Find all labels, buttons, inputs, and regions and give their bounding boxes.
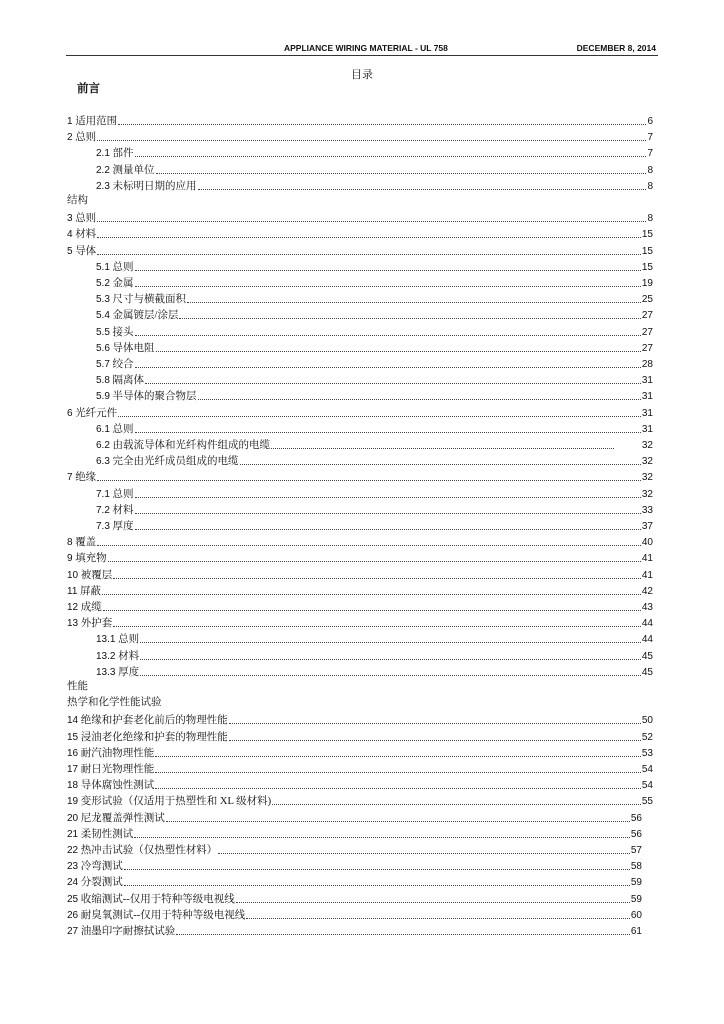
toc-entry-label	[67, 909, 245, 922]
toc-entry-label	[96, 309, 178, 322]
dot-leader	[134, 836, 630, 838]
toc-entry-label	[96, 633, 139, 646]
toc-entry[interactable]	[67, 906, 642, 922]
toc-entry-text: 尼龙覆盖弹性测试	[80, 812, 165, 824]
toc-entry-number: 5.9	[96, 391, 110, 403]
toc-entry-label	[96, 439, 270, 452]
dot-leader	[218, 852, 630, 854]
toc-entry[interactable]	[96, 371, 653, 387]
toc-entry-page: 8	[647, 164, 653, 176]
dot-leader	[124, 868, 630, 870]
toc-entry-text: 材料	[112, 504, 134, 516]
toc-entry-number: 2.3	[96, 180, 110, 192]
toc-entry-page: 50	[641, 715, 653, 727]
toc-entry-label	[67, 779, 154, 792]
dot-leader	[179, 317, 640, 319]
toc-entry[interactable]	[96, 161, 653, 177]
dot-leader	[135, 285, 641, 287]
running-header	[66, 40, 658, 54]
toc-entry-text: 测量单位	[112, 164, 155, 176]
toc-entry-number: 10	[67, 569, 79, 581]
toc-entry-label	[67, 795, 271, 808]
toc-entry-number: 3	[67, 213, 73, 225]
toc-entry-text: 耐汽油物理性能	[80, 747, 155, 759]
toc-entry-number: 13.3	[96, 666, 116, 678]
toc-entry-label	[67, 585, 101, 598]
toc-entry-text: 绝缘和护套老化前后的物理性能	[80, 715, 228, 727]
dot-leader	[145, 382, 641, 384]
toc-entry-number: 23	[67, 861, 79, 873]
toc-title: 目录	[351, 69, 373, 81]
toc-entry-label	[96, 455, 239, 468]
dot-leader	[236, 901, 630, 903]
toc-entry[interactable]	[67, 614, 653, 630]
toc-entry-text: 尺寸与横截面积	[112, 294, 187, 306]
dot-leader	[108, 560, 641, 562]
dot-leader	[187, 301, 641, 303]
toc-entry-page: 44	[641, 634, 653, 646]
toc-entry-text: 完全由光纤成员组成的电缆	[112, 456, 239, 468]
toc-entry-page: 53	[641, 747, 653, 759]
toc-entry-number: 24	[67, 877, 79, 889]
toc-entry[interactable]	[96, 323, 653, 339]
dot-leader	[240, 463, 641, 465]
toc-entry[interactable]	[96, 290, 653, 306]
toc-entry-page: 31	[641, 423, 653, 435]
toc-entry-label	[67, 569, 112, 582]
dot-leader	[97, 236, 641, 238]
toc-entry[interactable]	[67, 225, 653, 241]
toc-entry-page: 25	[641, 294, 653, 306]
toc-entry-text: 光纤元件	[75, 407, 118, 419]
toc-entry-text: 金属	[112, 278, 134, 289]
dot-leader	[246, 917, 630, 919]
toc-entry-label	[96, 423, 134, 436]
toc-entry-number: 17	[67, 764, 79, 775]
toc-entry-page: 54	[641, 780, 653, 792]
toc-entry-page: 32	[641, 440, 653, 451]
toc-entry-number: 1	[67, 116, 73, 127]
toc-entry-text: 屏蔽	[80, 585, 102, 597]
toc-entry-text: 适用范围	[75, 116, 118, 127]
toc-entry-label	[96, 488, 134, 501]
toc-entry-number: 16	[67, 747, 79, 759]
toc-entry-text: 热冲击试验（仅热塑性材料）	[80, 845, 218, 856]
toc-entry-text: 厚度	[118, 666, 140, 678]
toc-entry-text: 材料	[75, 229, 97, 241]
toc-entry-label	[67, 714, 228, 727]
toc-entry-number: 2.2	[96, 164, 110, 176]
toc-entry[interactable]	[67, 566, 653, 582]
dot-leader	[135, 512, 641, 514]
toc-entry-page: 57	[630, 845, 642, 856]
toc-entry-number: 21	[67, 828, 79, 840]
toc-entry-page: 19	[641, 278, 653, 289]
dot-leader	[103, 609, 641, 611]
toc-entry-label	[67, 925, 175, 938]
toc-entry[interactable]	[67, 744, 653, 760]
toc-entry[interactable]	[96, 387, 653, 403]
toc-entry-label	[96, 390, 197, 403]
toc-entry-label	[67, 763, 154, 776]
toc-entry-label	[67, 893, 235, 906]
toc-entry-label	[96, 277, 134, 290]
toc-entry-number: 2.1	[96, 148, 110, 160]
toc-entry-number: 6.3	[96, 456, 110, 468]
toc-entry[interactable]	[67, 776, 653, 792]
toc-entry-number: 13	[67, 618, 79, 630]
toc-entry-label	[67, 228, 96, 241]
toc-entry-number: 4	[67, 229, 73, 241]
dot-leader	[156, 350, 641, 352]
toc-entry-page: 55	[641, 796, 653, 808]
header-date: DECEMBER 8, 2014	[576, 43, 656, 53]
toc-entry[interactable]	[67, 404, 653, 420]
dot-leader	[135, 334, 641, 336]
toc-entry-number: 6	[67, 407, 73, 419]
toc-entry[interactable]	[67, 890, 642, 906]
toc-entry-number: 13.2	[96, 650, 116, 662]
toc-entry[interactable]	[67, 468, 653, 484]
toc-section-label: 结构	[67, 195, 88, 206]
toc-entry-text: 由载流导体和光纤构件组成的电缆	[112, 440, 271, 451]
dot-leader	[135, 496, 641, 498]
toc-entry-text: 未标明日期的应用	[112, 180, 197, 192]
toc-entry-number: 5.5	[96, 326, 110, 338]
toc-entry-label	[96, 520, 134, 533]
dot-leader	[198, 188, 647, 190]
toc-section-label: 性能	[67, 681, 88, 692]
toc-entry-text: 总则	[112, 488, 134, 500]
toc-entry-label	[67, 876, 123, 889]
dot-leader	[113, 625, 641, 627]
toc-entry-text: 填充物	[75, 553, 107, 565]
toc-entry-page: 44	[641, 618, 653, 630]
toc-entry[interactable]	[96, 630, 653, 646]
toc-entry[interactable]	[96, 501, 653, 517]
toc-entry[interactable]	[67, 549, 653, 565]
toc-entry-number: 2	[67, 132, 73, 144]
toc-entry-number: 5.3	[96, 294, 110, 306]
toc-entry[interactable]	[96, 144, 653, 160]
toc-entry-number: 8	[67, 537, 73, 549]
toc-entry-page: 7	[647, 148, 653, 160]
toc-entry-label	[96, 358, 134, 371]
toc-entry-label	[96, 326, 134, 339]
toc-entry-page: 27	[641, 342, 653, 354]
toc-entry-page: 15	[641, 245, 653, 257]
toc-entry-number: 22	[67, 845, 79, 856]
toc-entry-page: 32	[641, 472, 653, 484]
toc-entry-number: 11	[67, 585, 78, 597]
toc-entry-page: 45	[641, 650, 653, 662]
toc-entry-number: 5.7	[96, 359, 110, 370]
toc-entry-page: 56	[630, 828, 642, 840]
toc-entry[interactable]	[67, 825, 642, 841]
toc-entry-page: 43	[641, 602, 653, 613]
toc-entry[interactable]	[96, 274, 653, 290]
toc-entry[interactable]	[96, 485, 653, 501]
toc-entry-number: 7.3	[96, 521, 110, 532]
toc-entry-page: 41	[641, 569, 653, 581]
dot-leader	[198, 398, 641, 400]
toc-entry[interactable]	[96, 339, 653, 355]
toc-entry-page: 33	[641, 504, 653, 516]
toc-entry-label	[96, 650, 139, 663]
toc-entry-label	[96, 293, 186, 306]
toc-entry-page: 59	[630, 877, 642, 889]
toc-entry-label	[67, 747, 154, 760]
toc-entry-label	[96, 147, 134, 160]
toc-entry-page: 27	[641, 310, 653, 322]
toc-entry-number: 5.4	[96, 310, 110, 322]
dot-leader	[166, 820, 630, 822]
toc-entry-number: 5.8	[96, 375, 110, 387]
dot-leader	[118, 415, 641, 417]
toc-entry-page: 60	[630, 909, 642, 921]
toc-entry-number: 7.2	[96, 504, 110, 516]
toc-entry-page: 8	[647, 180, 653, 192]
toc-entry-label	[67, 245, 96, 258]
toc-entry-label	[67, 601, 102, 614]
dot-leader	[155, 771, 641, 773]
toc-entry-label	[96, 374, 144, 387]
dot-leader	[140, 658, 641, 660]
toc-entry-number: 25	[67, 893, 79, 905]
dot-leader	[155, 755, 641, 757]
toc-entry-text: 耐臭氧测试--仅用于特种等级电视线	[80, 909, 246, 921]
toc-entry-number: 5.1	[96, 261, 110, 273]
toc-entry-page: 27	[641, 326, 653, 338]
toc-entry[interactable]	[96, 306, 653, 322]
toc-entry-text: 厚度	[112, 521, 134, 532]
toc-entry-number: 18	[67, 780, 79, 792]
toc-entry[interactable]	[67, 209, 653, 225]
dot-leader	[124, 884, 630, 886]
toc-entry-page: 54	[641, 764, 653, 775]
toc-entry-label	[67, 407, 117, 420]
toc-entry-label	[67, 212, 96, 225]
dot-leader	[113, 577, 641, 579]
toc-entry-text: 柔韧性测试	[80, 828, 134, 840]
toc-entry[interactable]	[96, 177, 653, 193]
dot-leader	[97, 544, 641, 546]
toc-entry[interactable]	[67, 711, 653, 727]
dot-leader	[97, 139, 646, 141]
toc-entry-text: 总则	[118, 634, 140, 646]
toc-entry-label	[67, 552, 107, 565]
toc-entry-page: 28	[641, 359, 653, 370]
toc-entry-page: 58	[630, 861, 642, 873]
toc-entry-page: 7	[647, 132, 653, 144]
toc-entry-text: 材料	[118, 650, 140, 662]
toc-entry-text: 总则	[112, 423, 134, 435]
toc-entry-text: 导体电阻	[112, 342, 155, 354]
toc-entry[interactable]	[67, 873, 642, 889]
toc-entry-text: 浸油老化绝缘和护套的物理性能	[80, 731, 228, 743]
toc-entry-label	[67, 844, 217, 857]
dot-leader	[135, 269, 641, 271]
header-title: APPLIANCE WIRING MATERIAL - UL 758	[284, 43, 448, 53]
toc-entry[interactable]	[67, 857, 642, 873]
toc-entry-label	[67, 471, 96, 484]
toc-entry-text: 隔离体	[112, 375, 145, 387]
toc-entry-page: 31	[641, 391, 653, 403]
dot-leader	[102, 593, 641, 595]
toc-entry-page: 15	[641, 261, 653, 273]
toc-entry[interactable]	[96, 452, 653, 468]
dot-leader	[97, 253, 641, 255]
toc-entry-page: 59	[630, 893, 642, 905]
toc-entry-label	[67, 617, 112, 630]
toc-entry-page: 6	[647, 116, 653, 127]
dot-leader	[97, 220, 646, 222]
toc-entry-text: 导体腐蚀性测试	[80, 780, 155, 792]
dot-leader	[135, 366, 641, 368]
toc-entry-text: 金属镀层/涂层	[112, 310, 179, 322]
toc-entry-text: 总则	[75, 132, 97, 144]
toc-entry-text: 被覆层	[80, 569, 113, 581]
toc-entry[interactable]	[67, 922, 642, 938]
toc-section-label: 热学和化学性能试验	[67, 697, 162, 709]
toc-entry-text: 绞合	[112, 359, 134, 370]
toc-entry-number: 20	[67, 812, 79, 824]
toc-entry-label	[67, 812, 165, 825]
dot-leader	[135, 155, 647, 157]
dot-leader	[97, 479, 641, 481]
toc-entry-page: 31	[641, 407, 653, 419]
toc-entry[interactable]	[96, 663, 653, 679]
toc-entry-text: 分裂测试	[80, 877, 123, 889]
toc-entry-text: 覆盖	[75, 537, 97, 549]
preface-heading: 前言	[77, 83, 100, 95]
toc-entry-label	[67, 860, 123, 873]
header-rule	[66, 55, 658, 56]
toc-entry-text: 总则	[112, 261, 134, 273]
toc-entry-label	[67, 731, 228, 744]
dot-leader	[135, 431, 641, 433]
toc-entry-number: 27	[67, 926, 79, 937]
toc-entry-page: 40	[641, 537, 653, 549]
toc-entry-text: 总则	[75, 213, 97, 225]
dot-leader	[155, 787, 641, 789]
toc-entry-text: 耐日光物理性能	[80, 764, 155, 775]
toc-entry[interactable]	[67, 128, 653, 144]
toc-entry[interactable]	[67, 792, 653, 808]
dot-leader	[140, 674, 641, 676]
toc-entry-label	[67, 536, 96, 549]
toc-entry-text: 收缩测试--仅用于特种等级电视线	[80, 893, 235, 905]
toc-entry-page: 31	[641, 375, 653, 387]
toc-entry[interactable]	[67, 112, 653, 128]
toc-entry[interactable]	[67, 598, 653, 614]
toc-entry-text: 导体	[75, 245, 97, 257]
toc-entry-label	[96, 666, 139, 679]
toc-entry-page: 61	[630, 926, 642, 937]
toc-entry-text: 变形试验（仅适用于热塑性和 XL 级材料)	[80, 796, 272, 808]
dot-leader	[140, 641, 641, 643]
toc-entry[interactable]	[96, 647, 653, 663]
toc-entry-text: 成缆	[80, 602, 102, 613]
toc-entry-page: 56	[630, 812, 642, 824]
toc-entry[interactable]	[67, 582, 653, 598]
toc-entry-label	[96, 164, 155, 177]
toc-entry[interactable]	[67, 809, 642, 825]
toc-entry-text: 半导体的聚合物层	[112, 391, 197, 403]
toc-entry-number: 7.1	[96, 488, 110, 500]
toc-entry-page: 41	[641, 553, 653, 565]
dot-leader	[272, 803, 641, 805]
toc-entry-number: 5.6	[96, 342, 110, 354]
toc-entry-number: 7	[67, 472, 73, 484]
toc-entry-label	[96, 180, 197, 193]
toc-entry-page: 37	[641, 521, 653, 532]
dot-leader	[176, 933, 630, 935]
dot-leader	[229, 739, 641, 741]
toc-entry-number: 14	[67, 715, 79, 727]
toc-entry[interactable]	[67, 760, 653, 776]
toc-entry[interactable]	[96, 517, 653, 533]
toc-entry-page: 32	[641, 488, 653, 500]
toc-entry-page: 42	[641, 585, 653, 597]
toc-entry-number: 12	[67, 602, 79, 613]
toc-entry-label	[96, 342, 155, 355]
toc-entry-number: 9	[67, 553, 73, 565]
toc-entry-page: 15	[641, 229, 653, 241]
toc-entry-text: 部件	[112, 148, 134, 160]
toc-entry[interactable]	[67, 841, 642, 857]
dot-leader	[118, 123, 646, 125]
toc-entry-number: 15	[67, 731, 79, 743]
toc-entry-label	[67, 115, 117, 128]
toc-entry-page: 52	[641, 731, 653, 743]
toc-entry[interactable]	[67, 533, 653, 549]
toc-entry-number: 5.2	[96, 278, 110, 289]
dot-leader	[271, 447, 614, 449]
toc-entry-number: 5	[67, 245, 73, 257]
dot-leader	[229, 722, 641, 724]
dot-leader	[156, 172, 647, 174]
toc-entry-page: 32	[641, 456, 653, 468]
toc-entry-label	[96, 504, 134, 517]
toc-entry[interactable]	[96, 258, 653, 274]
toc-entry[interactable]	[96, 355, 653, 371]
toc-entry-text: 绝缘	[75, 472, 97, 484]
toc-entry[interactable]	[96, 436, 653, 452]
toc-entry-text: 油墨印字耐擦拭试验	[80, 926, 176, 937]
toc-entry-number: 6.2	[96, 440, 110, 451]
toc-entry-text: 接头	[112, 326, 134, 338]
toc-entry-label	[67, 131, 96, 144]
toc-entry[interactable]	[96, 420, 653, 436]
toc-entry-label	[96, 261, 134, 274]
toc-entry-number: 13.1	[96, 634, 116, 646]
toc-entry-number: 19	[67, 796, 79, 808]
toc-entry-text: 冷弯测试	[80, 861, 123, 873]
toc-entry[interactable]	[67, 728, 653, 744]
toc-entry-page: 45	[641, 666, 653, 678]
toc-entry-page: 8	[647, 213, 653, 225]
toc-entry-label	[67, 828, 133, 841]
toc-entry-text: 外护套	[80, 618, 113, 630]
toc-entry-number: 6.1	[96, 423, 110, 435]
toc-entry[interactable]	[67, 242, 653, 258]
dot-leader	[135, 528, 641, 530]
toc-entry-number: 26	[67, 909, 79, 921]
